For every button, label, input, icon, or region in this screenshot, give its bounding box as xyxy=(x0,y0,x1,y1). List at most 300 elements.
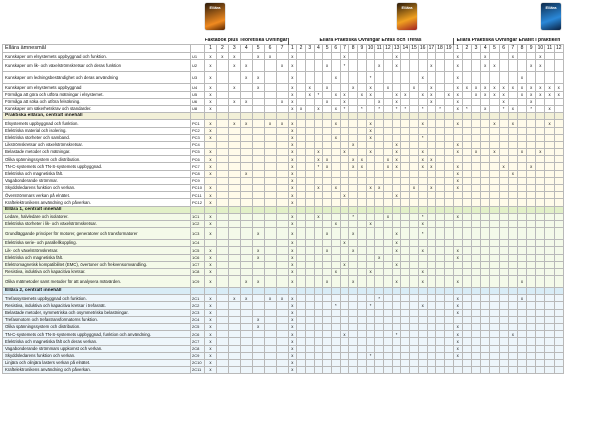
mark-cell xyxy=(358,192,367,199)
mark-cell xyxy=(305,220,314,227)
mark-cell xyxy=(401,213,410,220)
mark-cell xyxy=(216,220,228,227)
mark-cell xyxy=(384,276,393,288)
mark-cell xyxy=(436,288,445,295)
mark-cell xyxy=(384,302,393,309)
mark-cell xyxy=(358,213,367,220)
mark-cell: x xyxy=(366,268,375,275)
mark-cell xyxy=(314,345,323,352)
mark-cell xyxy=(349,302,358,309)
mark-cell: x xyxy=(228,98,240,105)
mark-cell xyxy=(305,156,314,163)
mark-cell xyxy=(366,60,375,72)
mark-cell xyxy=(384,268,393,275)
mark-cell xyxy=(240,53,252,60)
mark-cell xyxy=(444,367,453,374)
mark-cell: x xyxy=(392,91,401,98)
mark-cell: x xyxy=(545,91,554,98)
mark-cell xyxy=(499,199,508,206)
mark-cell xyxy=(323,206,332,213)
mark-cell: x xyxy=(517,72,526,84)
mark-cell xyxy=(490,98,499,105)
mark-cell xyxy=(536,359,545,366)
mark-cell xyxy=(536,199,545,206)
mark-cell xyxy=(264,91,276,98)
mark-cell xyxy=(240,134,252,141)
mark-cell xyxy=(499,192,508,199)
mark-cell xyxy=(216,247,228,254)
mark-cell xyxy=(358,120,367,127)
mark-cell xyxy=(340,72,349,84)
mark-cell xyxy=(481,302,490,309)
mark-cell: x xyxy=(418,156,427,163)
mark-cell xyxy=(471,309,480,316)
mark-cell xyxy=(453,113,462,120)
mark-cell xyxy=(462,261,471,268)
mark-cell xyxy=(276,185,288,192)
mark-cell xyxy=(366,228,375,240)
mark-cell: x xyxy=(392,240,401,247)
mark-cell: x xyxy=(508,170,517,177)
mark-cell xyxy=(462,228,471,240)
mark-cell xyxy=(392,352,401,359)
mark-cell xyxy=(252,98,264,105)
mark-cell xyxy=(499,72,508,84)
mark-cell xyxy=(401,199,410,206)
mark-cell xyxy=(228,177,240,184)
mark-cell xyxy=(384,72,393,84)
mark-cell xyxy=(410,254,419,261)
mark-cell xyxy=(375,268,384,275)
mark-cell: x xyxy=(453,163,462,170)
mark-cell xyxy=(331,338,340,345)
mark-cell xyxy=(536,134,545,141)
mark-cell xyxy=(375,156,384,163)
mark-cell xyxy=(392,134,401,141)
mark-cell xyxy=(384,352,393,359)
mark-cell xyxy=(436,192,445,199)
mark-cell xyxy=(323,240,332,247)
mark-cell xyxy=(499,185,508,192)
mark-cell xyxy=(527,170,536,177)
mark-cell xyxy=(545,309,554,316)
mark-cell xyxy=(554,268,563,275)
mark-cell xyxy=(264,185,276,192)
mark-cell xyxy=(392,177,401,184)
mark-cell xyxy=(305,338,314,345)
mark-cell xyxy=(264,352,276,359)
mark-cell xyxy=(375,149,384,156)
mark-cell xyxy=(264,316,276,323)
mark-cell xyxy=(228,288,240,295)
mark-cell xyxy=(252,170,264,177)
mark-cell xyxy=(462,254,471,261)
mark-cell xyxy=(340,199,349,206)
goal-code: 2C6 xyxy=(191,331,205,338)
mark-cell xyxy=(545,359,554,366)
section-header xyxy=(3,206,564,213)
goal-code: 2C7 xyxy=(191,338,205,345)
goal-description: Kunskaper om ledningsbeständighet och deras användning xyxy=(3,72,191,84)
mark-cell xyxy=(508,91,517,98)
mark-cell xyxy=(427,302,436,309)
goal-code: U3 xyxy=(191,72,205,84)
mark-cell xyxy=(252,199,264,206)
mark-cell xyxy=(499,276,508,288)
goal-code: PC2 xyxy=(191,127,205,134)
mark-cell xyxy=(436,276,445,288)
goal-description: Elektromagnetisk kompatibilitet (EMC), övertoner och frekvensomvandling. xyxy=(3,261,191,268)
mark-cell xyxy=(418,141,427,148)
mark-cell xyxy=(536,276,545,288)
mark-cell: x xyxy=(384,84,393,91)
mark-cell: x xyxy=(205,345,217,352)
mark-cell: x xyxy=(323,156,332,163)
mark-cell xyxy=(297,359,306,366)
mark-cell xyxy=(517,185,526,192)
mark-cell xyxy=(240,268,252,275)
mark-cell xyxy=(462,359,471,366)
mark-cell xyxy=(444,352,453,359)
goal-row xyxy=(3,338,564,345)
mark-cell xyxy=(240,156,252,163)
mark-cell xyxy=(375,127,384,134)
mark-cell: x xyxy=(392,149,401,156)
mark-cell xyxy=(536,220,545,227)
mark-cell xyxy=(276,359,288,366)
mark-cell xyxy=(349,268,358,275)
mark-cell xyxy=(554,295,563,302)
mark-cell xyxy=(401,163,410,170)
mark-cell xyxy=(276,105,288,112)
mark-cell xyxy=(240,206,252,213)
mark-cell xyxy=(508,240,517,247)
mark-cell xyxy=(297,156,306,163)
mark-cell xyxy=(349,345,358,352)
mark-cell xyxy=(490,247,499,254)
mark-cell xyxy=(392,185,401,192)
column-number: 13 xyxy=(393,44,400,51)
mark-cell: x xyxy=(331,134,340,141)
mark-cell xyxy=(297,185,306,192)
mark-cell xyxy=(349,261,358,268)
mark-cell xyxy=(462,247,471,254)
mark-cell xyxy=(499,331,508,338)
mark-cell: x xyxy=(453,331,462,338)
mark-cell xyxy=(305,288,314,295)
mark-cell xyxy=(401,316,410,323)
mark-cell xyxy=(305,359,314,366)
mark-cell xyxy=(264,359,276,366)
column-number: 17 xyxy=(428,44,435,51)
mark-cell xyxy=(401,127,410,134)
mark-cell xyxy=(490,302,499,309)
mark-cell xyxy=(444,170,453,177)
mark-cell xyxy=(366,247,375,254)
mark-cell xyxy=(297,120,306,127)
mark-cell xyxy=(527,288,536,295)
mark-cell xyxy=(462,134,471,141)
mark-cell: x xyxy=(228,53,240,60)
mark-cell: * xyxy=(392,105,401,112)
mark-cell xyxy=(444,98,453,105)
mark-cell xyxy=(375,113,384,120)
mark-cell xyxy=(323,295,332,302)
mark-cell xyxy=(462,141,471,148)
goal-description: Kraftelektronikens användning och påverkan. xyxy=(3,367,191,374)
mark-cell xyxy=(554,206,563,213)
mark-cell xyxy=(471,206,480,213)
mark-cell xyxy=(527,268,536,275)
mark-cell xyxy=(314,302,323,309)
mark-cell xyxy=(427,331,436,338)
mark-cell xyxy=(228,141,240,148)
goal-row xyxy=(3,72,564,84)
mark-cell xyxy=(527,316,536,323)
goal-row xyxy=(3,141,564,148)
mark-cell xyxy=(240,177,252,184)
mark-cell xyxy=(216,276,228,288)
mark-cell xyxy=(427,177,436,184)
goal-code: 2C9 xyxy=(191,352,205,359)
mark-cell xyxy=(517,134,526,141)
book-caption-2: Ellära Praktiska Övningar Enätet i praktiken xyxy=(453,38,563,45)
mark-cell: x xyxy=(349,228,358,240)
mark-cell xyxy=(471,156,480,163)
mark-cell xyxy=(384,345,393,352)
mark-cell: x xyxy=(392,163,401,170)
mark-cell xyxy=(366,98,375,105)
mark-cell: x xyxy=(228,60,240,72)
column-number: 9 xyxy=(527,45,536,53)
mark-cell xyxy=(427,268,436,275)
mark-cell xyxy=(384,170,393,177)
mark-cell xyxy=(462,60,471,72)
mark-cell: x xyxy=(427,185,436,192)
section-title: Ellära 1, centralt innehåll xyxy=(3,206,191,213)
mark-cell xyxy=(331,53,340,60)
goal-row xyxy=(3,177,564,184)
mark-cell xyxy=(499,316,508,323)
mark-cell: x xyxy=(252,247,264,254)
goal-row xyxy=(3,156,564,163)
mark-cell xyxy=(410,113,419,120)
mark-cell xyxy=(331,206,340,213)
mark-cell xyxy=(252,367,264,374)
code-header xyxy=(191,45,205,53)
mark-cell xyxy=(527,53,536,60)
mark-cell xyxy=(340,141,349,148)
mark-cell xyxy=(436,254,445,261)
mark-cell xyxy=(554,170,563,177)
mark-cell: x xyxy=(205,254,217,261)
mark-cell xyxy=(216,156,228,163)
mark-cell xyxy=(527,324,536,331)
mark-cell xyxy=(314,134,323,141)
mark-cell xyxy=(305,141,314,148)
mark-cell xyxy=(358,53,367,60)
mark-cell xyxy=(205,288,217,295)
mark-cell: x xyxy=(508,53,517,60)
mark-cell xyxy=(216,228,228,240)
mark-cell: x xyxy=(453,345,462,352)
mark-cell xyxy=(366,276,375,288)
mark-cell: x xyxy=(554,84,563,91)
mark-cell: x xyxy=(499,98,508,105)
goal-row xyxy=(3,53,564,60)
mark-cell xyxy=(545,170,554,177)
mark-cell xyxy=(536,228,545,240)
mark-cell: x xyxy=(205,331,217,338)
mark-cell xyxy=(554,213,563,220)
mark-cell xyxy=(490,206,499,213)
mark-cell xyxy=(508,113,517,120)
goal-row xyxy=(3,268,564,275)
mark-cell xyxy=(436,177,445,184)
mark-cell xyxy=(499,254,508,261)
mark-cell xyxy=(401,98,410,105)
mark-cell xyxy=(436,53,445,60)
mark-cell xyxy=(453,192,462,199)
mark-cell xyxy=(490,113,499,120)
mark-cell xyxy=(444,331,453,338)
mark-cell xyxy=(349,338,358,345)
mark-cell xyxy=(264,220,276,227)
mark-cell xyxy=(401,141,410,148)
mark-cell xyxy=(517,228,526,240)
mark-cell: x xyxy=(508,120,517,127)
mark-cell xyxy=(340,163,349,170)
mark-cell xyxy=(349,359,358,366)
mark-cell xyxy=(536,156,545,163)
mark-cell xyxy=(490,316,499,323)
mark-cell xyxy=(331,98,340,105)
mark-cell xyxy=(401,206,410,213)
mark-cell xyxy=(499,156,508,163)
mark-cell xyxy=(314,53,323,60)
mark-cell: x xyxy=(228,120,240,127)
mark-cell xyxy=(499,302,508,309)
mark-cell xyxy=(499,213,508,220)
mark-cell: x xyxy=(517,149,526,156)
mark-cell xyxy=(517,156,526,163)
mark-cell xyxy=(410,192,419,199)
mark-cell: x xyxy=(205,352,217,359)
mark-cell xyxy=(444,240,453,247)
caption-spacer xyxy=(3,38,191,45)
mark-cell xyxy=(554,98,563,105)
mark-cell xyxy=(508,141,517,148)
mark-cell xyxy=(331,228,340,240)
mark-cell xyxy=(276,156,288,163)
mark-cell xyxy=(471,185,480,192)
mark-cell xyxy=(453,367,462,374)
mark-cell xyxy=(436,261,445,268)
mark-cell xyxy=(462,288,471,295)
mark-cell xyxy=(392,359,401,366)
goal-code: 1C1 xyxy=(191,213,205,220)
column-number: 2 xyxy=(462,45,471,53)
mark-cell xyxy=(536,352,545,359)
mark-cell xyxy=(349,324,358,331)
mark-cell xyxy=(517,113,526,120)
mark-cell: x xyxy=(349,276,358,288)
mark-cell xyxy=(490,268,499,275)
mark-cell: x xyxy=(314,156,323,163)
mark-cell xyxy=(384,261,393,268)
mark-cell xyxy=(444,359,453,366)
mark-cell xyxy=(527,220,536,227)
mark-cell: x xyxy=(288,53,297,60)
mark-cell xyxy=(499,220,508,227)
mark-cell xyxy=(427,134,436,141)
mark-cell xyxy=(358,268,367,275)
mark-cell xyxy=(554,53,563,60)
mark-cell xyxy=(418,345,427,352)
mark-cell xyxy=(358,254,367,261)
mark-cell xyxy=(276,72,288,84)
mark-cell xyxy=(297,220,306,227)
mark-cell xyxy=(499,324,508,331)
mark-cell: * xyxy=(375,105,384,112)
mark-cell xyxy=(410,345,419,352)
goal-row xyxy=(3,170,564,177)
mark-cell xyxy=(499,177,508,184)
mark-cell xyxy=(517,331,526,338)
mark-cell xyxy=(545,228,554,240)
mark-cell xyxy=(410,53,419,60)
mark-cell xyxy=(536,192,545,199)
mark-cell xyxy=(216,213,228,220)
mark-cell xyxy=(228,247,240,254)
goal-code: 1C5 xyxy=(191,247,205,254)
mark-cell xyxy=(401,276,410,288)
mark-cell xyxy=(331,295,340,302)
mark-cell xyxy=(536,309,545,316)
mark-cell xyxy=(410,206,419,213)
mark-cell xyxy=(499,345,508,352)
mark-cell: x xyxy=(418,91,427,98)
mark-cell: x xyxy=(252,316,264,323)
mark-cell xyxy=(331,60,340,72)
mark-cell xyxy=(340,295,349,302)
mark-cell: x xyxy=(264,120,276,127)
mark-cell xyxy=(349,288,358,295)
mark-cell xyxy=(216,206,228,213)
mark-cell xyxy=(305,276,314,288)
mark-cell xyxy=(297,177,306,184)
mark-cell xyxy=(545,254,554,261)
mark-cell xyxy=(331,113,340,120)
mark-cell: x xyxy=(340,149,349,156)
mark-cell xyxy=(527,261,536,268)
mark-cell xyxy=(375,120,384,127)
book-caption-0: Faktabok plus Teoretiska Övningar xyxy=(204,38,288,44)
mark-cell: x xyxy=(392,192,401,199)
mark-cell xyxy=(410,331,419,338)
mark-cell: x xyxy=(453,177,462,184)
mark-cell: x xyxy=(453,170,462,177)
mark-cell xyxy=(314,228,323,240)
mark-cell xyxy=(264,72,276,84)
mark-cell xyxy=(418,338,427,345)
mark-cell xyxy=(436,309,445,316)
mark-cell xyxy=(297,192,306,199)
mark-cell: x xyxy=(240,276,252,288)
mark-cell xyxy=(216,60,228,72)
mark-cell xyxy=(471,276,480,288)
mark-cell xyxy=(323,367,332,374)
